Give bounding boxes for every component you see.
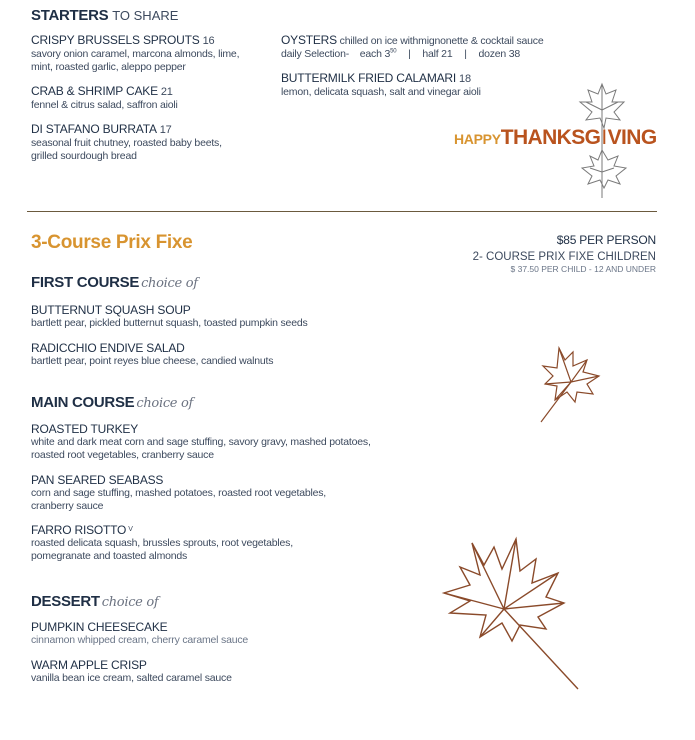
item-name: RADICCHIO ENDIVE SALAD [31, 341, 185, 355]
item-name: BUTTERMILK FRIED CALAMARI [281, 71, 457, 85]
item-name: DI STAFANO BURRATA [31, 122, 157, 136]
item-desc: pomegranate and toasted almonds [31, 549, 188, 562]
menu-item [31, 122, 222, 162]
item-name: PAN SEARED SEABASS [31, 473, 164, 487]
item-price: 17 [159, 124, 172, 136]
item-desc: bartlett pear, pickled butternut squash, toasted pumpkin seeds [31, 317, 308, 329]
oysters-daily: daily Selection- [281, 48, 350, 60]
item-desc: cinnamon whipped cream, cherry caramel sauce [31, 634, 249, 646]
item-price: 18 [459, 73, 471, 85]
item-name: OYSTERS [281, 33, 337, 47]
item-desc: chilled on ice withmignonette & cocktail sauce [339, 35, 544, 47]
item-desc: savory onion caramel, marcona almonds, lime, [31, 48, 240, 60]
item-name: FARRO RISOTTO [31, 523, 127, 537]
dessert-heading: DESSERT choice of [31, 593, 159, 610]
oysters-half: half 21 [422, 48, 453, 60]
menu-item [31, 473, 326, 512]
menu-item-oysters [281, 33, 544, 60]
banner-thanks-end: VING [607, 126, 657, 149]
main-course-heading: MAIN COURSE choice of [31, 394, 194, 411]
item-desc: corn and sage stuffing, mashed potatoes, roasted root vegetables, [31, 487, 327, 499]
item-price: 21 [160, 86, 173, 98]
item-desc: cranberry sauce [31, 499, 104, 512]
item-desc: seasonal fruit chutney, roasted baby beets, [31, 137, 222, 149]
item-desc: vanilla bean ice cream, salted caramel sauce [31, 672, 232, 684]
menu-item [31, 658, 232, 685]
price-children: 2- COURSE PRIX FIXE CHILDREN [472, 251, 656, 263]
menu-item [31, 33, 239, 73]
banner-thanks: THANKSG [500, 126, 601, 149]
choice-of-label: choice of [136, 396, 194, 411]
menu-item [31, 341, 273, 368]
oysters-each-label: each [359, 48, 382, 60]
separator: | [464, 48, 467, 60]
item-desc: white and dark meat corn and sage stuffing, savory gravy, mashed potatoes, [31, 436, 371, 448]
prix-fixe-title: 3-Course Prix Fixe [31, 232, 193, 253]
item-name: ROASTED TURKEY [31, 422, 138, 436]
oysters-each-cents: 50 [390, 48, 397, 55]
item-desc: roasted delicata squash, brussles sprouts, root vegetables, [31, 537, 293, 549]
item-desc: mint, roasted garlic, aleppo pepper [31, 60, 186, 73]
item-desc: roasted root vegetables, cranberry sauce [31, 448, 214, 461]
maple-leaf-icon [572, 80, 632, 200]
menu-item [31, 303, 308, 330]
prix-fixe-pricing [396, 233, 656, 274]
item-desc: fennel & citrus salad, saffron aioli [31, 99, 178, 111]
maple-leaf-icon [535, 342, 610, 427]
menu-item [31, 620, 248, 647]
item-name: CRAB & SHRIMP CAKE [31, 84, 158, 98]
choice-of-label: choice of [101, 595, 159, 610]
oysters-dozen: dozen 38 [478, 48, 521, 60]
choice-of-label: choice of [141, 276, 198, 291]
item-price: 16 [202, 35, 215, 47]
price-per-person: $85 PER PERSON [556, 233, 656, 247]
menu-item [31, 523, 293, 562]
starters-heading-sub: TO SHARE [112, 8, 179, 23]
item-name: PUMPKIN CHEESECAKE [31, 620, 168, 634]
maple-leaf-icon [440, 525, 580, 695]
banner-happy: HAPPY [454, 131, 501, 147]
item-desc: bartlett pear, point reyes blue cheese, candied walnuts [31, 355, 274, 367]
item-name: CRISPY BRUSSELS SPROUTS [31, 33, 200, 47]
menu-item [31, 84, 178, 112]
separator: | [408, 48, 411, 60]
item-desc: lemon, delicata squash, salt and vinegar aioli [281, 86, 481, 98]
section-divider [27, 211, 657, 212]
first-course-heading: FIRST COURSE choice of [31, 274, 198, 291]
vegetarian-mark: V [128, 526, 133, 533]
starters-heading: STARTERS TO SHARE [31, 7, 179, 24]
item-desc: grilled sourdough bread [31, 149, 137, 162]
banner-thanks-i: I [601, 126, 607, 149]
price-children-note: $ 37.50 PER CHILD - 12 AND UNDER [510, 264, 656, 274]
oysters-each-price: 3 [384, 48, 391, 60]
menu-item-calamari [281, 71, 481, 99]
menu-item [31, 422, 371, 461]
item-name: WARM APPLE CRISP [31, 658, 147, 672]
item-name: BUTTERNUT SQUASH SOUP [31, 303, 191, 317]
